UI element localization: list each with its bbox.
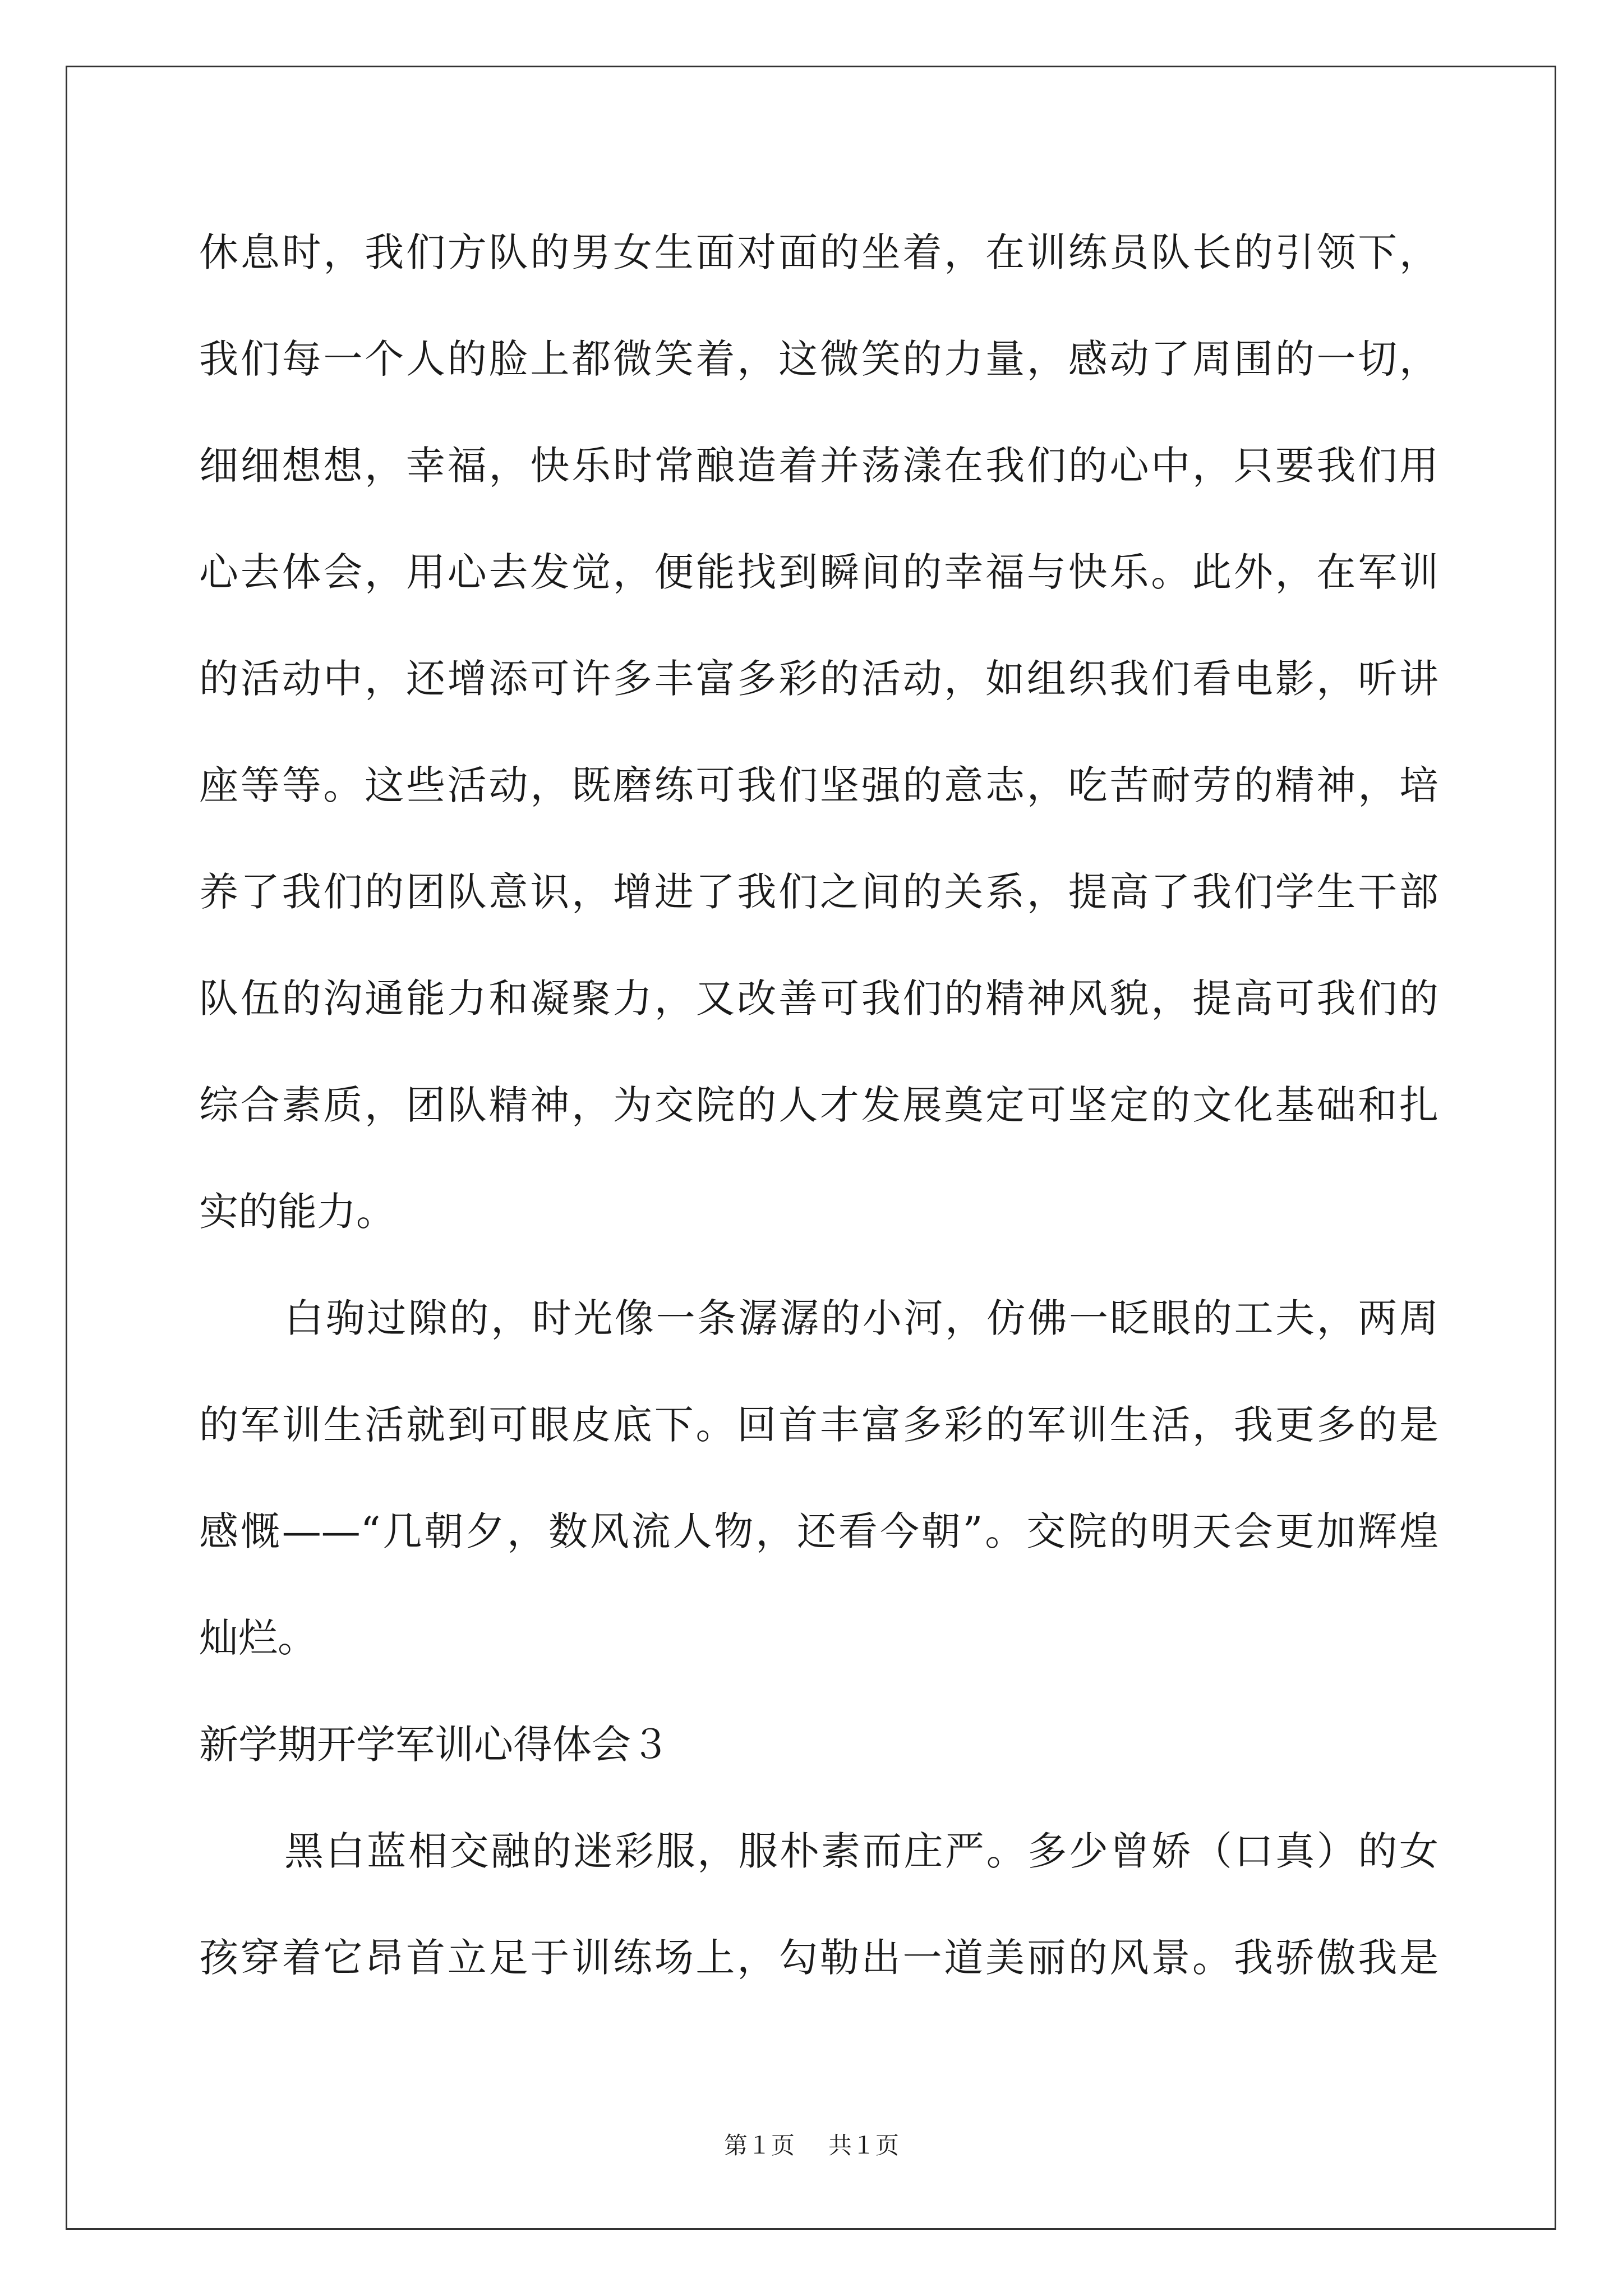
paragraph-first-line: 黑白蓝相交融的迷彩服，服朴素而庄严。多少曾娇（口真）的女 <box>284 1828 1438 1874</box>
text-line: 综合素质，团队精神，为交院的人才发展奠定可坚定的文化基础和扎 <box>199 1082 1438 1128</box>
text-line: 休息时，我们方队的男女生面对面的坐着，在训练员队长的引领下， <box>199 229 1438 275</box>
page-footer <box>0 2129 1623 2162</box>
text-line: 的军训生活就到可眼皮底下。回首丰富多彩的军训生活，我更多的是 <box>199 1402 1438 1448</box>
section-heading: 新学期开学军训心得体会３ <box>199 1722 670 1768</box>
text-line: 的活动中，还增添可许多丰富多彩的活动，如组织我们看电影，听讲 <box>199 656 1438 702</box>
text-line: 座等等。这些活动，既磨练可我们坚强的意志，吃苦耐劳的精神，培 <box>199 762 1438 808</box>
page-number: 第１页 <box>723 2132 795 2159</box>
text-line: 孩穿着它昂首立足于训练场上，勾勒出一道美丽的风景。我骄傲我是 <box>199 1935 1438 1981</box>
page-total: 共１页 <box>828 2132 900 2159</box>
text-line: 心去体会，用心去发觉，便能找到瞬间的幸福与快乐。此外，在军训 <box>199 549 1438 595</box>
document-body <box>199 199 1438 2011</box>
paragraph-first-line: 白驹过隙的，时光像一条潺潺的小河，仿佛一眨眼的工夫，两周 <box>284 1295 1438 1341</box>
text-line: 我们每一个人的脸上都微笑着，这微笑的力量，感动了周围的一切， <box>199 336 1438 382</box>
text-line: 养了我们的团队意识，增进了我们之间的关系，提高了我们学生干部 <box>199 869 1438 915</box>
text-line: 实的能力。 <box>199 1189 395 1235</box>
text-line: 队伍的沟通能力和凝聚力，又改善可我们的精神风貌，提高可我们的 <box>199 976 1438 1022</box>
text-line: 细细想想，幸福，快乐时常酿造着并荡漾在我们的心中，只要我们用 <box>199 443 1438 489</box>
text-line: 感慨——“几朝夕，数风流人物，还看今朝”。交院的明天会更加辉煌 <box>199 1508 1438 1554</box>
text-line: 灿烂。 <box>199 1615 317 1661</box>
